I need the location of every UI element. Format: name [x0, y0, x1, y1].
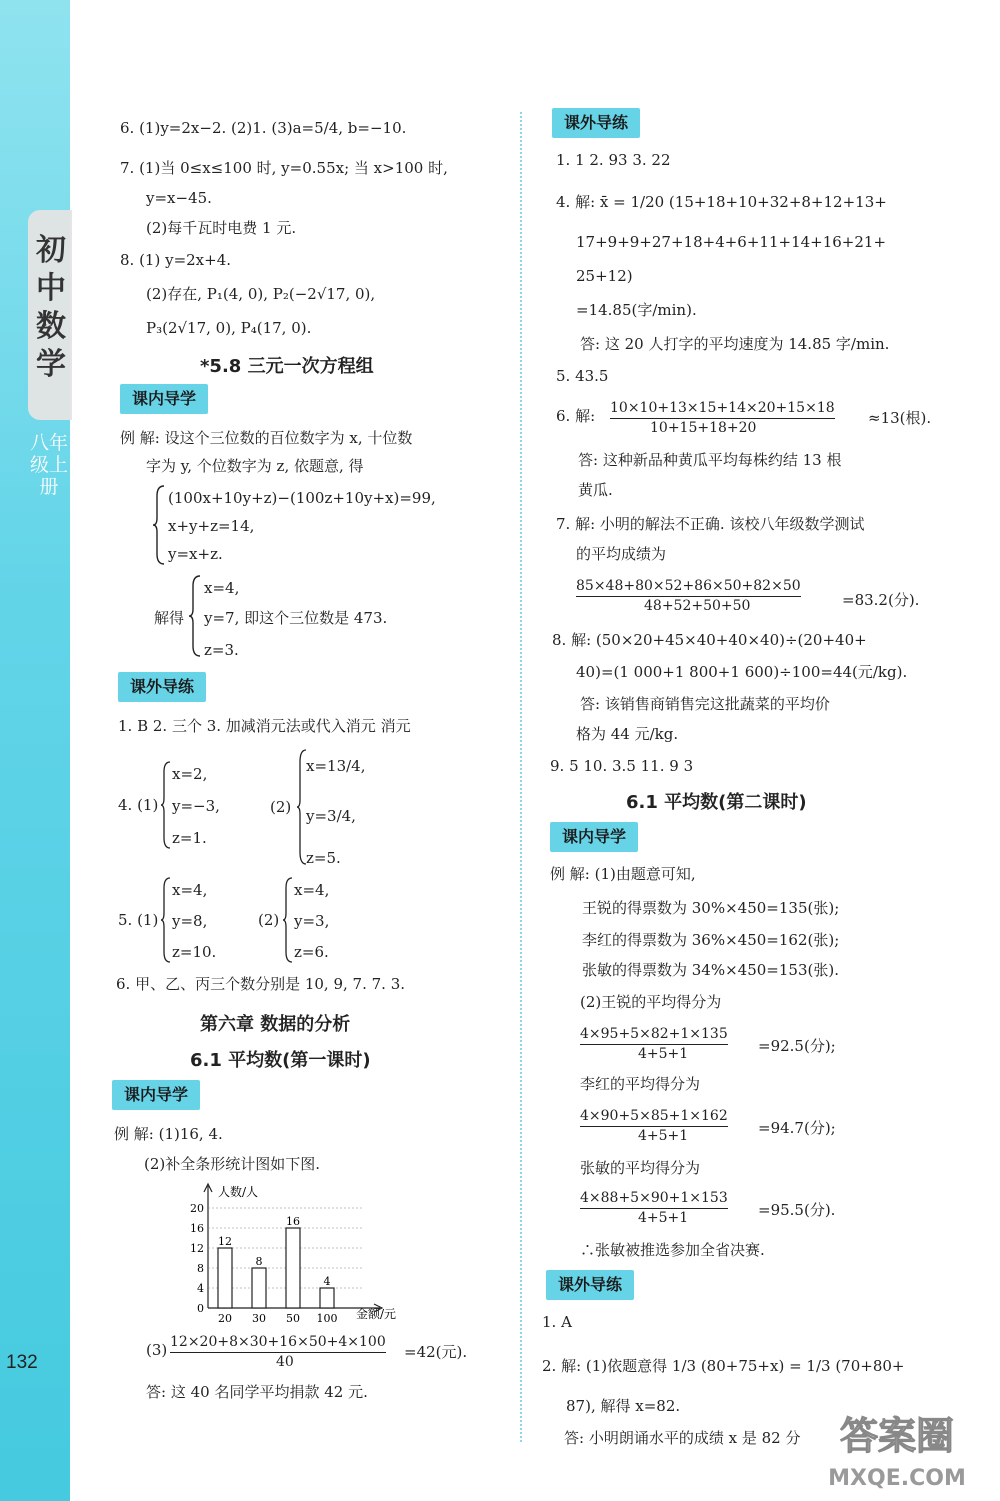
sidebar: [0, 0, 70, 1501]
brace-icon: [160, 876, 172, 964]
left-ex1: 例 解: 设这个三位数的百位数字为 x, 十位数: [120, 429, 413, 447]
left-p4a3: z=1.: [172, 829, 207, 847]
right-a6-numerator: 10×10+13×15+14×20+15×18: [610, 398, 835, 419]
right-b2b: 87), 解得 x=82.: [566, 1397, 681, 1415]
chart-y-tick-label: 8: [197, 1262, 204, 1275]
right-a7-result: =83.2(分).: [842, 591, 920, 609]
chart-data-label: 4: [323, 1275, 331, 1288]
tag-in-class-2: 课内导学: [112, 1080, 200, 1110]
right-e4: 张敏的得票数为 34%×450=153(张).: [582, 961, 839, 979]
left-p4b3: z=5.: [306, 849, 341, 867]
bar-chart: [160, 1180, 410, 1330]
right-a7b: 的平均成绩为: [576, 545, 667, 563]
chart-data-label: 16: [286, 1215, 300, 1228]
right-a8b: 40)=(1 000+1 800+1 600)÷100=44(元/kg).: [576, 663, 908, 681]
left-p5b1: x=4,: [294, 881, 330, 899]
left-p4b2: y=3/4,: [306, 807, 356, 825]
tag-after-class: 课外导练: [118, 672, 206, 702]
section-heading-6-1a: 6.1 平均数(第一课时): [190, 1050, 371, 1071]
left-p5a2: y=8,: [172, 912, 208, 930]
tag-in-class-right: 课内导学: [550, 822, 638, 852]
chart-x-tick-label: 50: [286, 1312, 300, 1325]
right-a4b: 17+9+9+27+18+4+6+11+14+16+21+: [576, 233, 887, 251]
right-f2-result: =94.7(分);: [758, 1119, 836, 1137]
chart-y-tick-label: 12: [190, 1242, 204, 1255]
chart-ylabel: 人数/人: [218, 1185, 259, 1199]
right-e5: (2)王锐的平均得分为: [580, 993, 722, 1011]
right-f2-denominator: 4+5+1: [638, 1128, 689, 1144]
right-f3-result: =95.5(分).: [758, 1201, 836, 1219]
book-title: 初中数学: [36, 233, 66, 382]
watermark-url: MXQE.COM: [828, 1466, 966, 1491]
chart-x-tick-label: 30: [252, 1312, 266, 1325]
right-e7: 张敏的平均得分为: [580, 1159, 701, 1177]
right-f1-denominator: 4+5+1: [638, 1046, 689, 1062]
chart-y-tick-label: 0: [197, 1302, 204, 1315]
chart-bar: [218, 1248, 232, 1308]
right-e6: 李红的平均得分为: [580, 1075, 701, 1093]
right-a1: 1. 1 2. 93 3. 22: [556, 151, 671, 169]
right-f3-denominator: 4+5+1: [638, 1210, 689, 1226]
left-q3-numerator: 12×20+8×30+16×50+4×100: [170, 1332, 386, 1353]
right-a7-numerator: 85×48+80×52+86×50+82×50: [576, 576, 801, 597]
right-f1-result: =92.5(分);: [758, 1037, 836, 1055]
left-sol-x: x=4,: [204, 579, 240, 597]
left-q8b: (2)存在, P₁(4, 0), P₂(−2√17, 0),: [146, 285, 376, 303]
chart-x-tick-label: 100: [316, 1312, 338, 1325]
chart-bar: [286, 1228, 300, 1308]
left-q8a: 8. (1) y=2x+4.: [120, 251, 232, 269]
right-a6b: 答: 这种新品种黄瓜平均每株约结 13 根: [578, 451, 842, 469]
right-a5: 5. 43.5: [556, 367, 609, 385]
right-e3: 李红的得票数为 36%×450=162(张);: [582, 931, 840, 949]
chart-data-label: 8: [255, 1255, 263, 1268]
left-q7a: 7. (1)当 0≤x≤100 时, y=0.55x; 当 x>100 时,: [120, 159, 448, 177]
right-f3-numerator: 4×88+5×90+1×153: [580, 1188, 728, 1209]
right-b1: 1. A: [542, 1313, 572, 1331]
brace-icon: [188, 574, 202, 658]
left-ex2-2: (2)补全条形统计图如下图.: [144, 1155, 321, 1173]
right-a8d: 格为 44 元/kg.: [576, 725, 679, 743]
right-a7a: 7. 解: 小明的解法不正确. 该校八年级数学测试: [556, 515, 865, 533]
right-a6c: 黄瓜.: [578, 481, 613, 499]
left-p4b1: x=13/4,: [306, 757, 366, 775]
left-p4-label: 4. (1): [118, 796, 159, 814]
right-a4a: 4. 解: x̄ = 1/20 (15+18+10+32+8+12+13+: [556, 193, 887, 211]
right-b2c: 答: 小明朗诵水平的成绩 x 是 82 分: [564, 1429, 801, 1447]
left-sol-y: y=7, 即这个三位数是 473.: [204, 609, 388, 627]
right-a6-result: ≈13(根).: [868, 409, 932, 427]
tag-in-class: 课内导学: [120, 384, 208, 414]
left-p4b-label: (2): [270, 798, 292, 816]
right-b2a: 2. 解: (1)依题意得 1/3 (80+75+x) = 1/3 (70+80+: [542, 1357, 905, 1375]
left-ex2-1: 例 解: (1)16, 4.: [114, 1125, 223, 1143]
right-f2-numerator: 4×90+5×85+1×162: [580, 1106, 728, 1127]
page-number: 132: [6, 1352, 38, 1373]
left-p1: 1. B 2. 三个 3. 加减消元法或代入消元 消元: [118, 717, 411, 735]
left-q3-result: =42(元).: [404, 1343, 468, 1361]
left-p4a2: y=−3,: [172, 797, 220, 815]
left-sol-z: z=3.: [204, 641, 239, 659]
grade-label: 八年级上册: [30, 432, 69, 498]
right-a4d: =14.85(字/min).: [576, 301, 697, 319]
right-f1-numerator: 4×95+5×82+1×135: [580, 1024, 728, 1045]
right-a8c: 答: 该销售商销售完这批蔬菜的平均价: [580, 695, 830, 713]
right-a7-denominator: 48+52+50+50: [644, 598, 751, 614]
chart-x-tick-label: 20: [218, 1312, 232, 1325]
right-a4e: 答: 这 20 人打字的平均速度为 14.85 字/min.: [580, 335, 890, 353]
brace-icon: [152, 484, 166, 566]
right-e1: 例 解: (1)由题意可知,: [550, 865, 696, 883]
chapter-heading: 第六章 数据的分析: [200, 1014, 351, 1035]
left-p5b2: y=3,: [294, 912, 330, 930]
chart-y-tick-label: 20: [190, 1202, 204, 1215]
right-a6-prefix: 6. 解:: [556, 407, 596, 425]
left-q6: 6. (1)y=2x−2. (2)1. (3)a=5/4, b=−10.: [120, 119, 407, 137]
chart-bar: [320, 1288, 334, 1308]
left-p5-label: 5. (1): [118, 911, 159, 929]
left-p5b3: z=6.: [294, 943, 329, 961]
left-sys3: y=x+z.: [168, 545, 223, 563]
chart-data-label: 12: [218, 1235, 232, 1248]
watermark-logo: [802, 1403, 992, 1493]
right-a4c: 25+12): [576, 267, 633, 285]
tag-after-class-right-2: 课外导练: [546, 1270, 634, 1300]
left-sys1: (100x+10y+z)−(100z+10y+x)=99,: [168, 489, 436, 507]
right-a8a: 8. 解: (50×20+45×40+40×40)÷(20+40+: [552, 631, 867, 649]
brace-icon: [160, 760, 172, 850]
section-heading-6-1b: 6.1 平均数(第二课时): [626, 792, 807, 813]
right-e2: 王锐的得票数为 30%×450=135(张);: [582, 899, 840, 917]
left-p5a3: z=10.: [172, 943, 217, 961]
left-q7c: (2)每千瓦时电费 1 元.: [146, 219, 297, 237]
left-q3-denominator: 40: [276, 1354, 294, 1370]
section-heading-5-8: *5.8 三元一次方程组: [200, 356, 374, 377]
left-ex2: 字为 y, 个位数字为 z, 依题意, 得: [146, 457, 364, 475]
left-q7b: y=x−45.: [146, 189, 212, 207]
left-q3-prefix: (3): [146, 1341, 168, 1359]
tag-after-class-right: 课外导练: [552, 108, 640, 138]
left-p6: 6. 甲、乙、丙三个数分别是 10, 9, 7. 7. 3.: [116, 975, 406, 993]
left-p5b-label: (2): [258, 911, 280, 929]
left-sol-label: 解得: [154, 609, 185, 627]
chart-xlabel: 金额/元: [356, 1307, 397, 1321]
right-e8: ∴张敏被推选参加全省决赛.: [580, 1241, 765, 1259]
chart-bar: [252, 1268, 266, 1308]
column-divider: [520, 112, 522, 1442]
left-q8c: P₃(2√17, 0), P₄(17, 0).: [146, 319, 312, 337]
right-a9: 9. 5 10. 3.5 11. 9 3: [550, 757, 694, 775]
chart-y-tick-label: 16: [190, 1222, 204, 1235]
left-answer: 答: 这 40 名同学平均捐款 42 元.: [146, 1383, 368, 1401]
chart-y-tick-label: 4: [197, 1282, 204, 1295]
left-p5a1: x=4,: [172, 881, 208, 899]
brace-icon: [282, 876, 294, 964]
left-p4a1: x=2,: [172, 765, 208, 783]
left-sys2: x+y+z=14,: [168, 517, 255, 535]
right-a6-denominator: 10+15+18+20: [650, 420, 757, 436]
watermark-text: 答案圈: [839, 1414, 955, 1458]
